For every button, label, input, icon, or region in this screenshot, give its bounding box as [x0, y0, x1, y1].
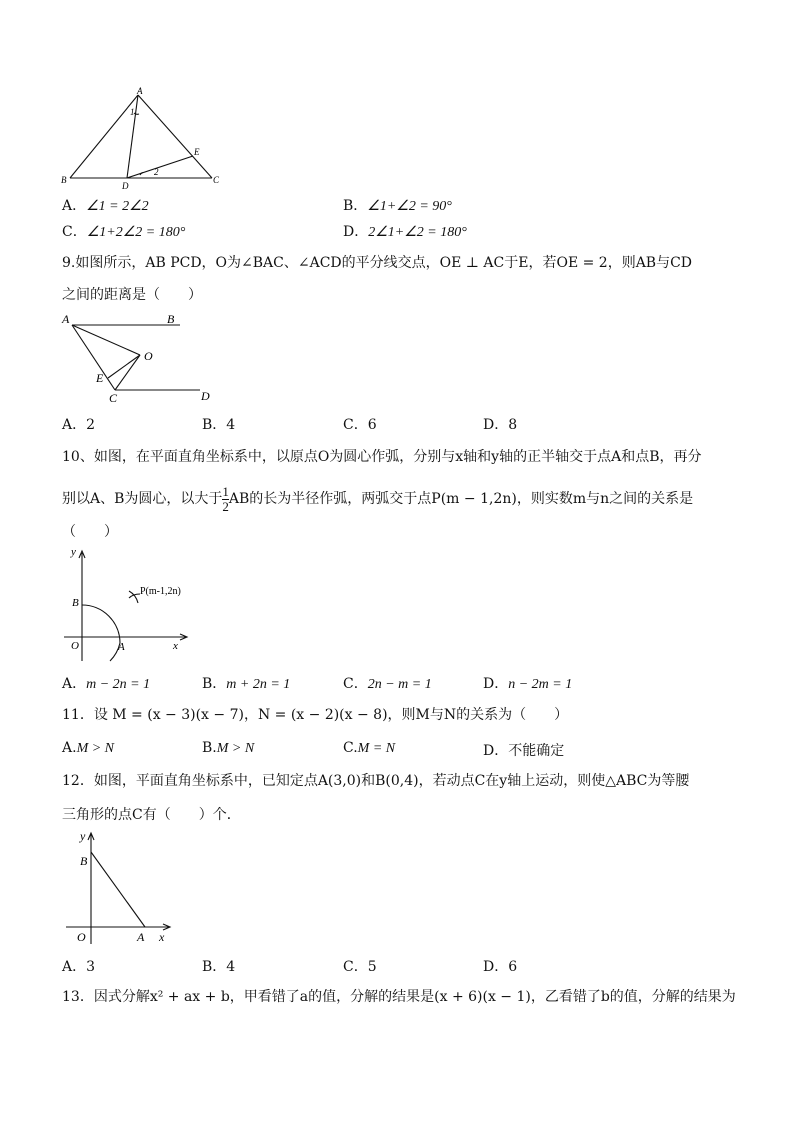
q9-figure [60, 308, 220, 404]
q8-option-b: B．∠1+∠2 = 90° [343, 198, 452, 214]
q13-stem: 13．因式分解x² + ax + b，甲看错了a的值，分解的结果是(x + 6)(x − 1)，乙看错了b的值，分解的结果为 [62, 989, 736, 1005]
fig8-label-angle2: 2 [154, 167, 159, 177]
fig8-label-C: C [213, 175, 220, 185]
fig10-label-O: O [71, 640, 79, 652]
q8-option-c: C．∠1+2∠2 = 180° [62, 224, 186, 240]
fig9-label-C: C [109, 391, 118, 404]
q9-stem-line2: 之间的距离是（ ） [62, 287, 202, 303]
fig9-label-A: A [62, 312, 70, 326]
fig8-label-B: B [61, 175, 67, 185]
fig10-label-A: A [118, 641, 125, 653]
fig9-label-D: D [201, 389, 210, 403]
q10-option-a: A．m − 2n = 1 [62, 676, 151, 692]
fig10-label-B: B [72, 597, 79, 609]
q12-figure [60, 826, 175, 948]
q9-option-c: C．6 [343, 417, 377, 433]
q11-stem: 11．设 M = (x − 3)(x − 7)，N = (x − 2)(x − 8)，则M与N的关系为（ ） [62, 707, 569, 723]
q10-stem-line2-start: 别以A、B为圆心，以大于 [62, 491, 223, 507]
q12-option-d: D．6 [483, 959, 518, 975]
q10-option-c: C．2n − m = 1 [343, 676, 432, 692]
q12-option-c: C．5 [343, 959, 377, 975]
fig10-label-P: P(m-1,2n) [140, 586, 181, 597]
q12-option-b: B．4 [202, 959, 236, 975]
fig8-label-angle1: 1 [130, 107, 135, 117]
fig10-label-y: y [71, 546, 76, 558]
q9-option-a: A．2 [62, 417, 96, 433]
fig10-label-x: x [173, 640, 178, 652]
q11-option-a: A.M > N [62, 740, 115, 756]
q11-option-c: C.M = N [343, 740, 396, 756]
q10-stem-line3: （ ） [62, 524, 118, 540]
q8-option-a: A．∠1 = 2∠2 [62, 198, 149, 214]
fig9-label-O: O [144, 349, 153, 363]
q9-stem-line1: 9.如图所示，AB PCD，O为∠BAC、∠ACD的平分线交点，OE ⊥ AC于E，若OE = 2，则AB与CD [62, 255, 693, 271]
fig8-label-E: E [194, 147, 200, 157]
q12-option-a: A．3 [62, 959, 96, 975]
frac-num: 1 [222, 483, 229, 499]
q9-option-d: D．8 [483, 417, 518, 433]
q11-option-b: B.M > N [202, 740, 255, 756]
fig9-label-E: E [96, 371, 104, 385]
fig8-label-D: D [122, 181, 129, 190]
q10-stem-line2-end: AB的长为半径作弧，两弧交于点P(m − 1,2n)，则实数m与n之间的关系是 [228, 491, 694, 507]
fig9-label-B: B [167, 312, 175, 326]
fig12-label-B: B [80, 854, 88, 868]
fig12-label-x: x [159, 930, 165, 944]
q10-stem-line2 [62, 484, 693, 514]
q8-figure [60, 85, 230, 190]
fig12-label-A: A [137, 930, 145, 944]
q10-option-b: B．m + 2n = 1 [202, 676, 291, 692]
frac-den: 2 [222, 498, 229, 514]
q8-option-d: D．2∠1+∠2 = 180° [343, 224, 467, 240]
fig12-label-O: O [77, 930, 86, 944]
q11-option-d: D．不能确定 [483, 743, 565, 759]
q12-stem-line1: 12．如图，平面直角坐标系中，已知定点A(3,0)和B(0,4)，若动点C在y轴上运动，则使△ABC为等腰 [62, 773, 690, 789]
fig12-label-y: y [80, 829, 86, 843]
q12-stem-line2: 三角形的点C有（ ）个． [62, 807, 241, 823]
q9-option-b: B．4 [202, 417, 236, 433]
q10-figure [60, 543, 200, 665]
fig8-label-A: A [137, 86, 143, 96]
q10-option-d: D．n − 2m = 1 [483, 676, 573, 692]
q10-stem-line1: 10、如图，在平面直角坐标系中，以原点O为圆心作弧，分别与x轴和y轴的正半轴交于点A和点B，再分 [62, 449, 702, 465]
